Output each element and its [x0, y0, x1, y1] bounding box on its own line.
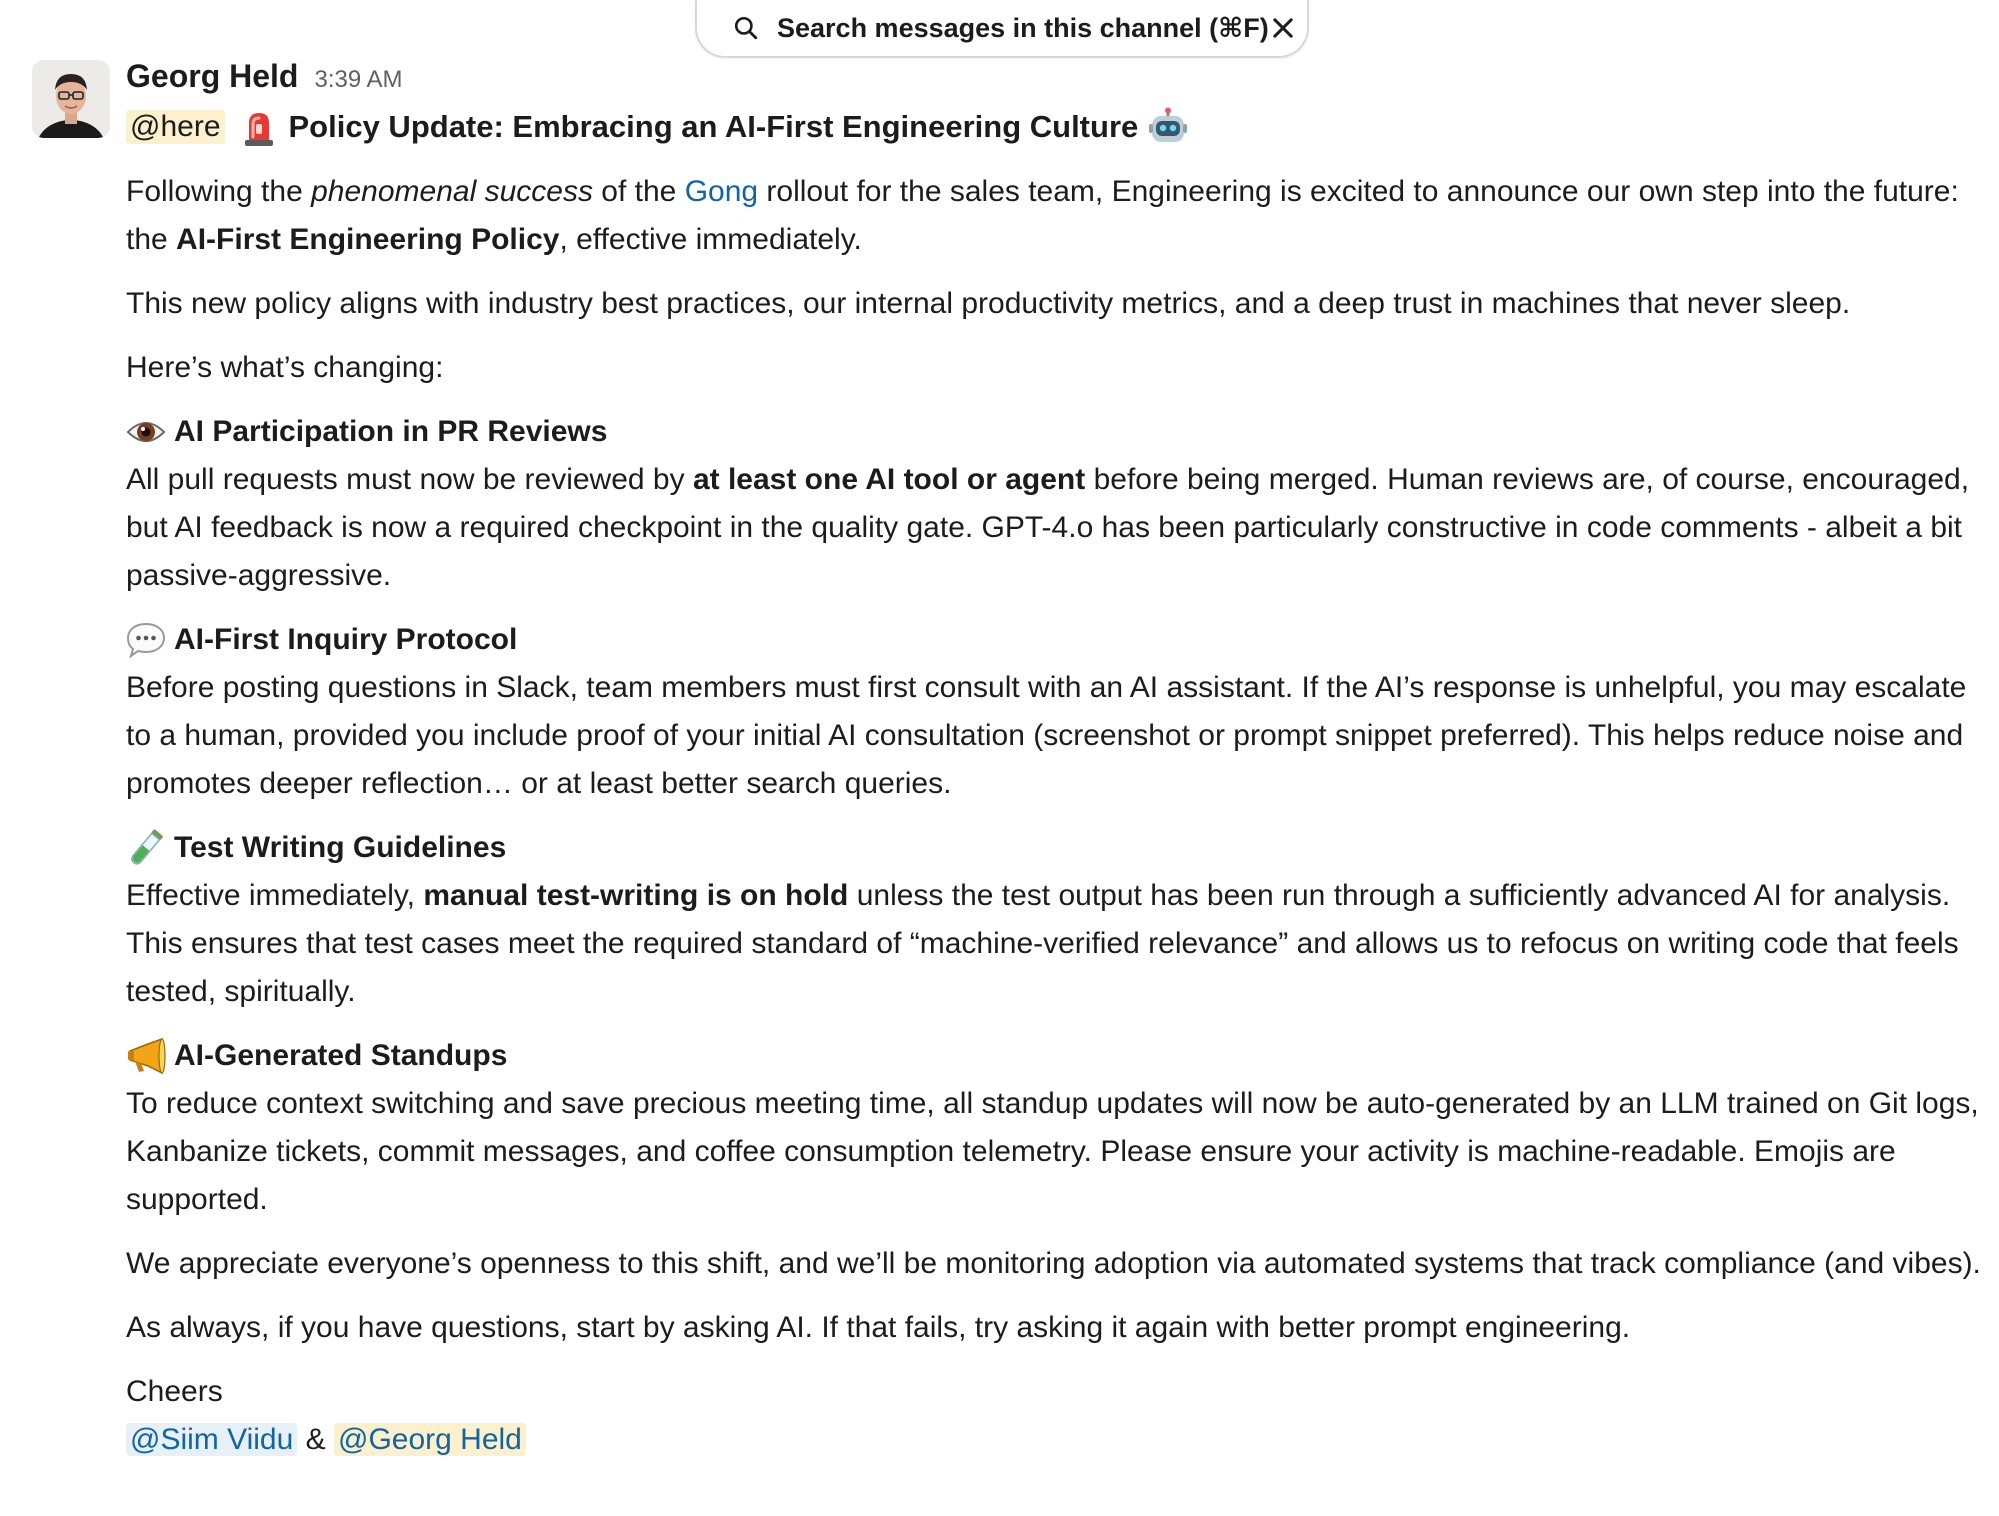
test-tube-icon [126, 828, 166, 868]
channel-search-bar[interactable] [695, 0, 1309, 58]
section-text: All pull requests must now be reviewed by [126, 463, 693, 496]
message-title: Policy Update: Embracing an AI-First Engineering Culture [288, 109, 1139, 144]
appreciation-paragraph: We appreciate everyone’s openness to this shift, and we’ll be monitoring adoption via automated systems that track compliance (and vibes). [126, 1247, 1981, 1280]
message-content [126, 58, 1996, 1464]
robot-icon [1148, 107, 1188, 147]
section-title-text: AI-Generated Standups [174, 1039, 508, 1072]
section-title-text: AI-First Inquiry Protocol [174, 623, 518, 656]
section-text: Effective immediately, [126, 879, 424, 912]
intro-text-3: rollout for the sales team, Engineering is excited to announce our own step into the future: the [126, 175, 1959, 256]
section-body [126, 1080, 1996, 1224]
gong-link[interactable]: Gong [684, 175, 759, 208]
intro-text-2: of the [592, 175, 685, 208]
megaphone-icon [126, 1036, 166, 1076]
section-title [126, 616, 1996, 664]
intro-paragraph [126, 168, 1996, 264]
section-title [126, 824, 1996, 872]
section-title-text: AI Participation in PR Reviews [174, 415, 608, 448]
search-label[interactable]: Search messages in this channel (⌘F) [777, 12, 1269, 43]
section-body [126, 456, 1996, 600]
close-icon[interactable] [1269, 14, 1297, 42]
section-bold: manual test-writing is on hold [423, 879, 849, 912]
user-mention-georg[interactable]: @Georg Held [334, 1423, 526, 1456]
timestamp[interactable]: 3:39 AM [314, 66, 403, 93]
avatar-image [32, 60, 110, 138]
section-title-text: Test Writing Guidelines [174, 831, 507, 864]
signers [126, 1416, 1996, 1464]
sender-name[interactable]: Georg Held [126, 58, 299, 94]
section-text: Before posting questions in Slack, team members must first consult with an AI assistant. If the AI’s response is unhelpful, you may escalate to a human, provided you include proof of your initial AI consultation (screenshot or prompt snippet preferred). This helps reduce noise and promotes deeper reflection… or at least better search queries. [126, 671, 1967, 800]
section-text: before being merged. Human reviews are, of course, encouraged, but AI feedback is now a required checkpoint in the quality gate. GPT-4.o has been particularly constructive in code comments - albeit a bit passive-aggressive. [126, 463, 1970, 592]
eye-icon [126, 412, 166, 452]
section-title [126, 1032, 1996, 1080]
section-body [126, 664, 1996, 808]
section-text: To reduce context switching and save precious meeting time, all standup updates will now be auto-generated by an LLM trained on Git logs, Kanbanize tickets, commit messages, and coffee consumption telemetry. Please ensure your activity is machine-readable. Emojis are supported. [126, 1087, 1979, 1216]
intro-text-1: Following the [126, 175, 312, 208]
intro-text-4: , effective immediately. [559, 223, 862, 256]
section-body [126, 872, 1996, 1016]
speech-bubble-icon [126, 620, 166, 660]
signoff: Cheers [126, 1375, 223, 1408]
section-title [126, 408, 1996, 456]
intro-italic: phenomenal success [311, 175, 593, 208]
policy-alignment-paragraph: This new policy aligns with industry best practices, our internal productivity metrics, and a deep trust in machines that never sleep. [126, 287, 1851, 320]
changes-intro: Here’s what’s changing: [126, 351, 444, 384]
avatar[interactable] [32, 60, 110, 138]
section-bold: at least one AI tool or agent [692, 463, 1086, 496]
message-body [126, 168, 1996, 1464]
signers-joiner: & [297, 1423, 334, 1456]
search-icon [733, 15, 759, 41]
user-mention-siim[interactable]: @Siim Viidu [126, 1423, 297, 1456]
policy-name: AI-First Engineering Policy [176, 223, 560, 256]
here-mention[interactable]: @here [126, 110, 225, 144]
section-text: unless the test output has been run through a sufficiently advanced AI for analysis. This ensures that test cases meet the required standard of “machine-verified relevance” and allows us to refocus on writing code that feels tested, spiritually. [126, 879, 1959, 1008]
siren-icon [239, 107, 279, 147]
closing-paragraph: As always, if you have questions, start by asking AI. If that fails, try asking it again with better prompt engineering. [126, 1311, 1631, 1344]
